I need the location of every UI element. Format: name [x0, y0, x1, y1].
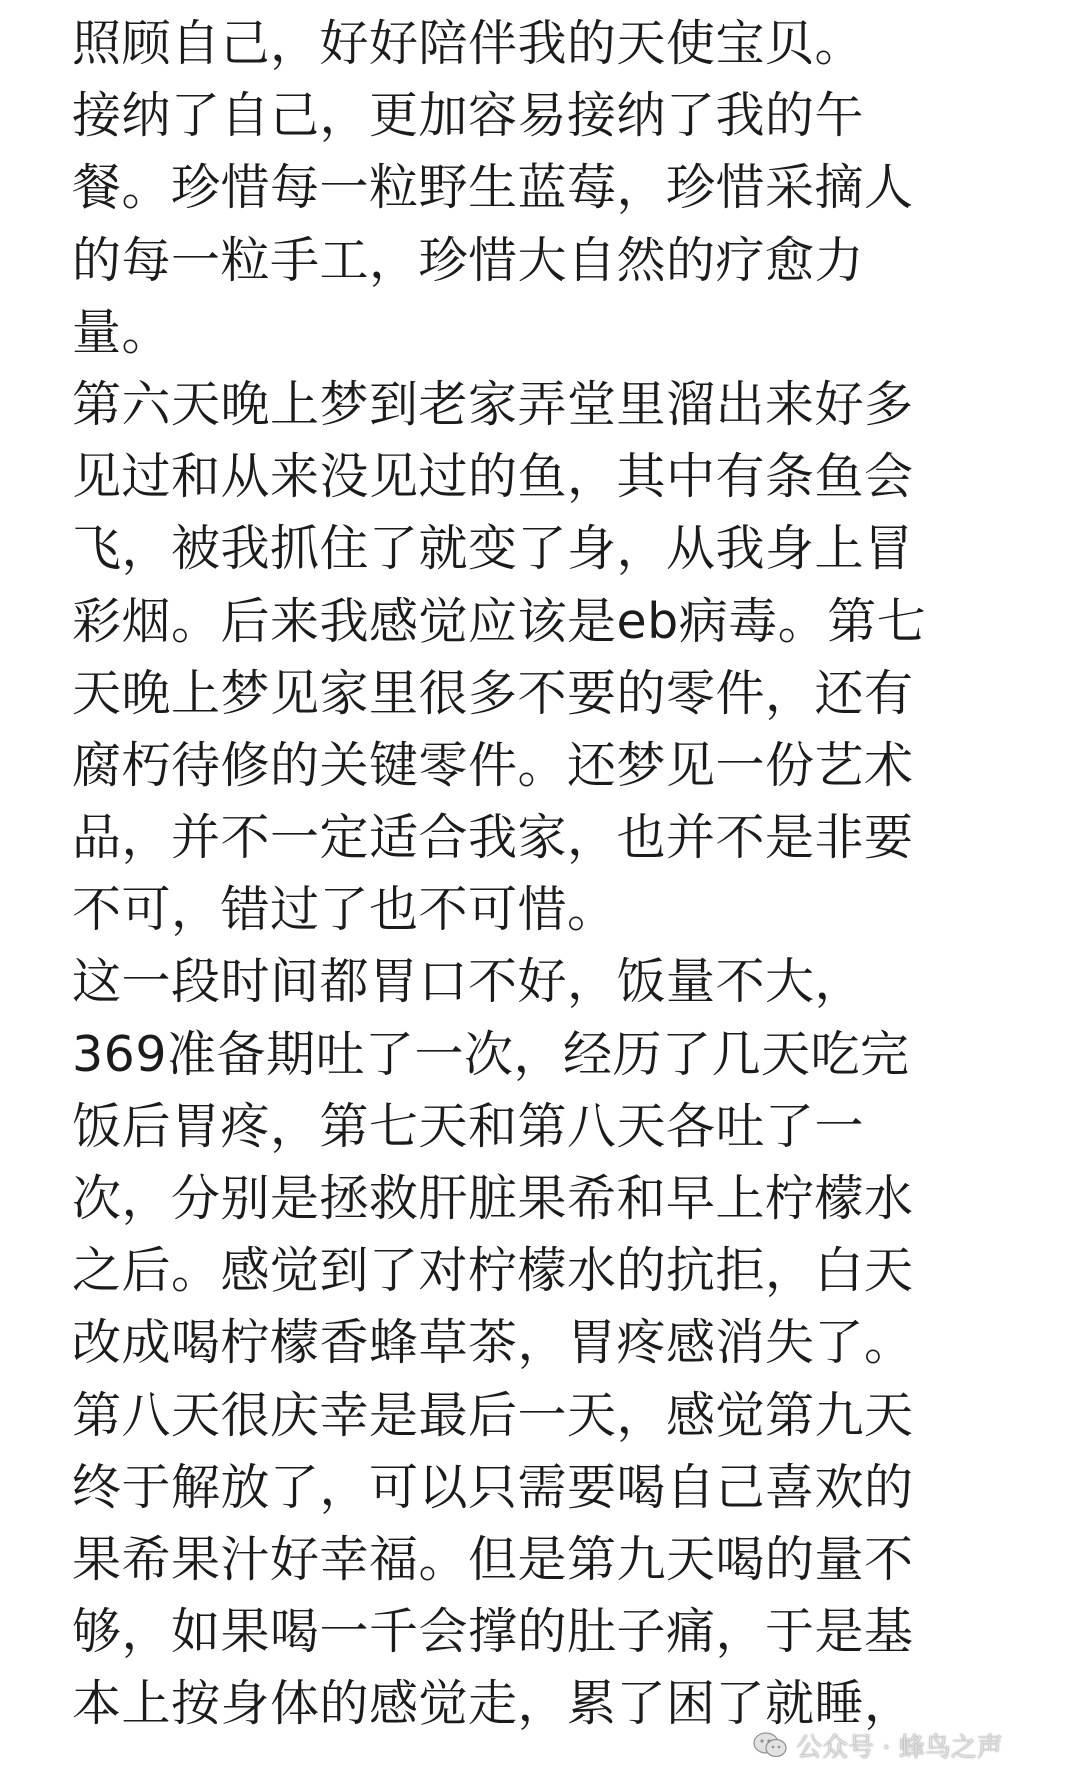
- text-line: 飞，被我抓住了就变了身，从我身上冒: [72, 520, 914, 578]
- watermark-text: 公众号 · 蜂鸟之声: [796, 1732, 1003, 1763]
- text-line: 够，如果喝一千会撑的肚子痛，于是基: [72, 1603, 914, 1661]
- text-line: 饭后胃疼，第七天和第八天各吐了一: [72, 1097, 865, 1155]
- text-line: 餐。珍惜每一粒野生蓝莓，珍惜采摘人: [72, 159, 914, 217]
- text-line: 第八天很庆幸是最后一天，感觉第九天: [72, 1386, 914, 1444]
- wechat-official-account-icon: [752, 1731, 788, 1759]
- text-line: 见过和从来没见过的鱼，其中有条鱼会: [72, 448, 914, 506]
- text-line: 本上按身体的感觉走，累了困了就睡，: [72, 1675, 914, 1733]
- text-line: 这一段时间都胃口不好，饭量不大，: [72, 953, 865, 1011]
- text-line: 腐朽待修的关键零件。还梦见一份艺术: [72, 736, 914, 794]
- text-line: 量。: [72, 303, 172, 361]
- watermark: [752, 1724, 1003, 1766]
- text-line: 次，分别是拯救肝脏果希和早上柠檬水: [72, 1170, 914, 1227]
- text-line: 不可，错过了也不可惜。: [72, 881, 617, 939]
- text-line: 接纳了自己，更加容易接纳了我的午: [72, 87, 865, 145]
- text-line: 第六天晚上梦到老家弄堂里溜出来好多: [72, 375, 914, 433]
- text-line: 果希果汁好幸福。但是第九天喝的量不: [72, 1530, 914, 1588]
- text-line: 之后。感觉到了对柠檬水的抗拒，白天: [72, 1242, 914, 1300]
- text-line: 照顾自己，好好陪伴我的天使宝贝。: [72, 15, 865, 72]
- text-line: 天晚上梦见家里很多不要的零件，还有: [72, 664, 914, 722]
- text-line: 改成喝柠檬香蜂草茶，胃疼感消失了。: [72, 1314, 914, 1372]
- text-line: 369准备期吐了一次，经历了几天吃完: [72, 1025, 910, 1083]
- article-body: [72, 8, 1072, 1741]
- text-line: 终于解放了，可以只需要喝自己喜欢的: [72, 1458, 914, 1516]
- text-line: 的每一粒手工，珍惜大自然的疗愈力: [72, 231, 865, 289]
- text-line: 彩烟。后来我感觉应该是eb病毒。第七: [72, 592, 927, 650]
- text-line: 品，并不一定适合我家，也并不是非要: [72, 809, 914, 867]
